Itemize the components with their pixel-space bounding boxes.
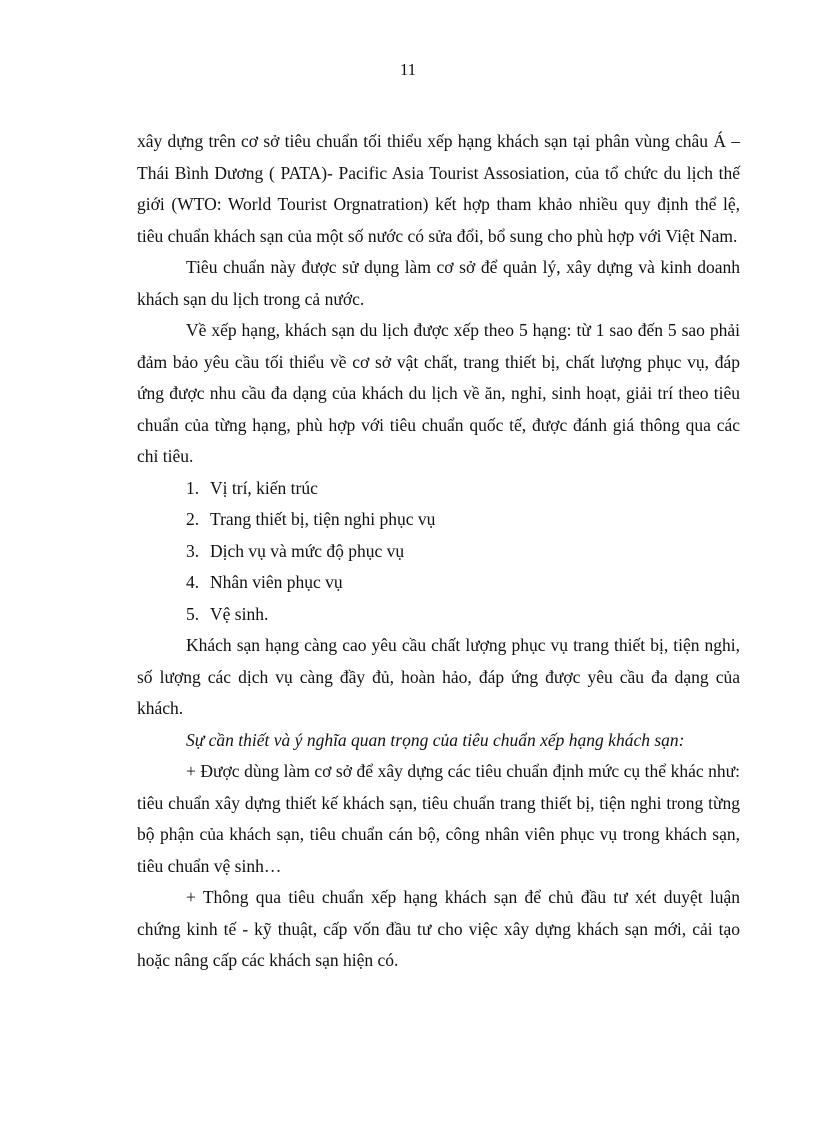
list-item-text: Dịch vụ và mức độ phục vụ [210, 540, 405, 561]
list-item-number: 3. [186, 540, 200, 561]
list-item [137, 599, 740, 631]
list-item-number: 2. [186, 509, 200, 529]
list-item [137, 567, 740, 599]
paragraph-continuation: xây dựng trên cơ sở tiêu chuẩn tối thiểu xếp hạng khách sạn tại phân vùng châu Á – Thái Bình Dương ( PATA)- Pacific Asia Tourist Assosiation, của tổ chức du lịch thế giới (WTO: World Tourist Orgnatration) kết hợp tham khảo nhiều quy định thể lệ, tiêu chuẩn khách sạn của một số nước có sửa đổi, bổ sung cho phù hợp với Việt Nam. [137, 131, 740, 246]
paragraph-standard-usage: Tiêu chuẩn này được sử dụng làm cơ sở để quản lý, xây dựng và kinh doanh khách sạn du lịch trong cả nước. [137, 257, 740, 309]
list-item [137, 504, 740, 536]
list-item-text: Trang thiết bị, tiện nghi phục vụ [210, 509, 436, 529]
list-item-text: Vị trí, kiến trúc [210, 477, 318, 498]
point-paragraph: + Thông qua tiêu chuẩn xếp hạng khách sạn để chủ đầu tư xét duyệt luận chứng kinh tế - kỹ thuật, cấp vốn đầu tư cho việc xây dựng khách sạn mới, cải tạo hoặc nâng cấp các khách sạn hiện có. [137, 887, 740, 970]
criteria-list [137, 473, 740, 631]
list-item-text: Vệ sinh. [210, 603, 269, 624]
body-text [137, 126, 740, 977]
list-item-number: 4. [186, 572, 200, 592]
list-item [137, 473, 740, 505]
paragraph-ranking: Về xếp hạng, khách sạn du lịch được xếp theo 5 hạng: từ 1 sao đến 5 sao phải đảm bảo yêu cầu tối thiểu về cơ sở vật chất, trang thiết bị, chất lượng phục vụ, đáp ứng được nhu cầu đa dạng của khách du lịch về ăn, nghỉ, sinh hoạt, giải trí theo tiêu chuẩn của từng hạng, phù hợp với tiêu chuẩn quốc tế, được đánh giá thông qua các chỉ tiêu. [137, 320, 740, 466]
list-item-text: Nhân viên phục vụ [210, 572, 343, 592]
point-paragraph: + Được dùng làm cơ sở để xây dựng các tiêu chuẩn định mức cụ thể khác như: tiêu chuẩn xây dựng thiết kế khách sạn, tiêu chuẩn trang thiết bị, tiện nghi trong từng bộ phận của khách sạn, tiêu chuẩn cán bộ, công nhân viên phục vụ trong khách sạn, tiêu chuẩn vệ sinh… [137, 761, 740, 876]
italic-heading: Sự cần thiết và ý nghĩa quan trọng của tiêu chuẩn xếp hạng khách sạn: [186, 729, 685, 750]
list-item [137, 536, 740, 568]
page-number: 11 [399, 60, 417, 79]
list-item-number: 1. [186, 477, 200, 498]
list-item-number: 5. [186, 603, 200, 624]
paragraph-higher-rank: Khách sạn hạng càng cao yêu cầu chất lượng phục vụ trang thiết bị, tiện nghi, số lượng các dịch vụ càng đầy đủ, hoàn hảo, đáp ứng được yêu cầu đa dạng của khách. [137, 635, 740, 718]
